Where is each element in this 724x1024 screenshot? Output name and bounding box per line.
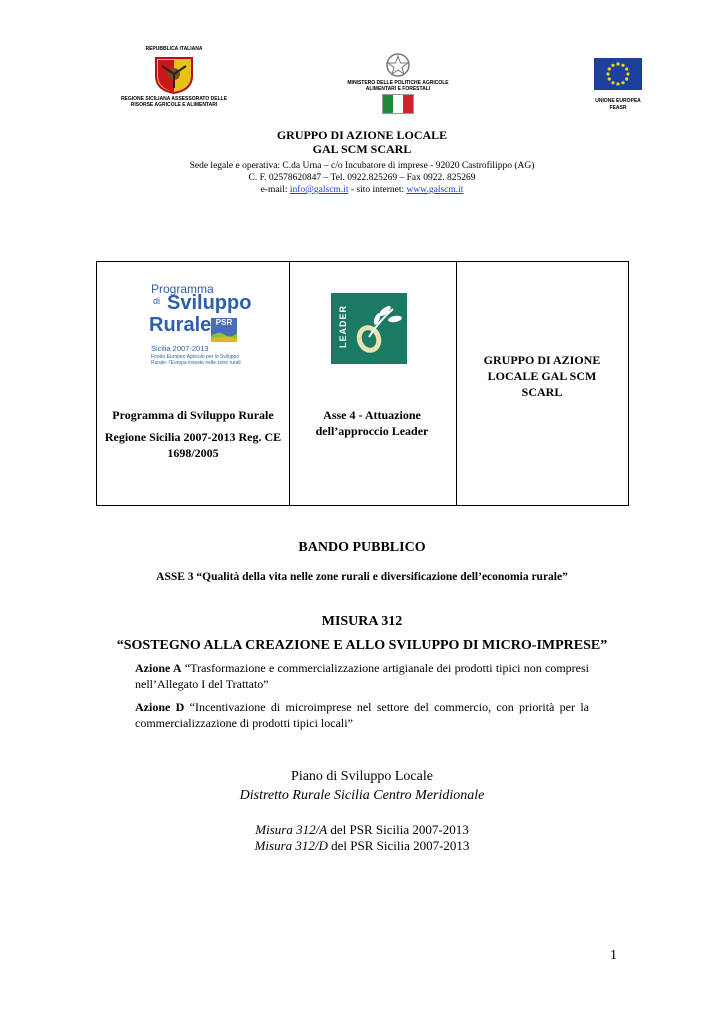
ue-text-line2: FEASR xyxy=(609,105,627,111)
bando-title: BANDO PUBBLICO xyxy=(298,540,426,555)
email-label: e-mail: xyxy=(260,185,290,195)
cell-programma xyxy=(103,407,283,461)
psr-logo-rurale: Rurale xyxy=(149,314,212,336)
ue-text-line1: UNIONE EUROPEA xyxy=(595,98,641,104)
psr-logo xyxy=(147,282,252,374)
azione-a-label: Azione A xyxy=(135,661,182,675)
page-number: 1 xyxy=(610,948,617,963)
misura-d-rest: del PSR Sicilia 2007-2013 xyxy=(327,838,470,853)
regione-sicilia-logo xyxy=(118,46,230,118)
azione-a-text: “Trasformazione e commercializzazione artigianale dei prodotti tipici non compresi nell’Allegato I del Trattato” xyxy=(135,661,589,691)
sicilia-logo-top-text: REPUBBLICA ITALIANA xyxy=(145,46,203,52)
table-divider-2 xyxy=(456,262,457,505)
misura-a-italic: Misura 312/A xyxy=(255,822,328,837)
cell-asse4: Asse 4 - Attuazione dell’approccio Leader xyxy=(315,408,429,438)
header-fiscal: C. F. 02578620847 – Tel. 0922.825269 – Fax 0922. 825269 xyxy=(248,173,476,183)
psr-logo-di: di xyxy=(153,296,161,306)
cell-programma-line1: Programma di Sviluppo Rurale xyxy=(112,408,274,422)
leader-plant-icon xyxy=(349,297,405,359)
header-table xyxy=(96,261,629,506)
header-address: Sede legale e operativa: C.da Urna – c/o Incubatore di imprese - 92020 Castrofilippo (AG) xyxy=(189,161,535,171)
header-line1: GRUPPO DI AZIONE LOCALE xyxy=(276,128,448,142)
website-link[interactable]: www.galscm.it xyxy=(406,185,464,195)
sostegno-title: “SOSTEGNO ALLA CREAZIONE E ALLO SVILUPPO DI MICRO-IMPRESE” xyxy=(116,638,608,653)
psr-logo-badge: PSR xyxy=(215,318,233,327)
header-contacts xyxy=(0,184,724,196)
site-label: - sito internet: xyxy=(348,185,407,195)
azione-d-label: Azione D xyxy=(135,700,185,714)
italian-flag-icon xyxy=(382,94,414,114)
email-link[interactable]: info@galscm.it xyxy=(289,185,349,195)
azione-d-paragraph xyxy=(135,699,589,731)
header-line2: GAL SCM SCARL xyxy=(312,142,412,156)
eu-flag-icon xyxy=(594,58,642,90)
leader-logo xyxy=(331,293,407,364)
ministero-text: MINISTERO DELLE POLITICHE AGRICOLE ALIMENTARI E FORESTALI xyxy=(347,80,449,92)
psr-logo-box xyxy=(211,318,237,342)
cell-gal: GRUPPO DI AZIONE LOCALE GAL SCM SCARL xyxy=(483,353,601,399)
misura-a-line xyxy=(0,822,724,838)
leader-logo-text: LEADER xyxy=(338,304,348,348)
cell-programma-line2: Regione Sicilia 2007-2013 Reg. CE 1698/2005 xyxy=(104,430,282,460)
landscape-icon xyxy=(211,328,237,342)
letterhead xyxy=(0,128,724,196)
psr-logo-years: Sicilia 2007-2013 xyxy=(151,344,209,353)
misura-d-italic: Misura 312/D xyxy=(254,838,328,853)
psr-logo-sviluppo: Sviluppo xyxy=(167,292,252,314)
sicilia-logo-bottom-text: REGIONE SICILIANA ASSESSORATO DELLE RISORSE AGRICOLE E ALIMENTARI xyxy=(120,96,228,108)
psr-logo-fondo: Fondo Europeo Agricolo per lo Sviluppo Rurale: l'Europa investe nelle zone rurali xyxy=(151,354,241,366)
trinacria-emblem-icon xyxy=(152,54,196,94)
azione-a-paragraph xyxy=(135,660,589,692)
republic-emblem-icon xyxy=(384,52,412,78)
misura-title: MISURA 312 xyxy=(321,614,403,629)
piano-title: Piano di Sviluppo Locale xyxy=(291,769,433,784)
psr-logo-programma: Programma xyxy=(151,282,214,296)
misura-d-line xyxy=(0,838,724,854)
misura-a-rest: del PSR Sicilia 2007-2013 xyxy=(327,822,469,837)
distretto-title: Distretto Rurale Sicilia Centro Meridionale xyxy=(239,788,485,803)
asse-title: ASSE 3 “Qualità della vita nelle zone rurali e diversificazione dell’economia rurale” xyxy=(156,571,568,583)
unione-europea-logo xyxy=(588,58,648,116)
table-divider-1 xyxy=(289,262,290,505)
ministero-logo xyxy=(342,52,454,114)
azione-d-text: “Incentivazione di microimprese nel settore del commercio, con priorità per la commercializzazione di prodotti tipici locali” xyxy=(135,700,589,730)
